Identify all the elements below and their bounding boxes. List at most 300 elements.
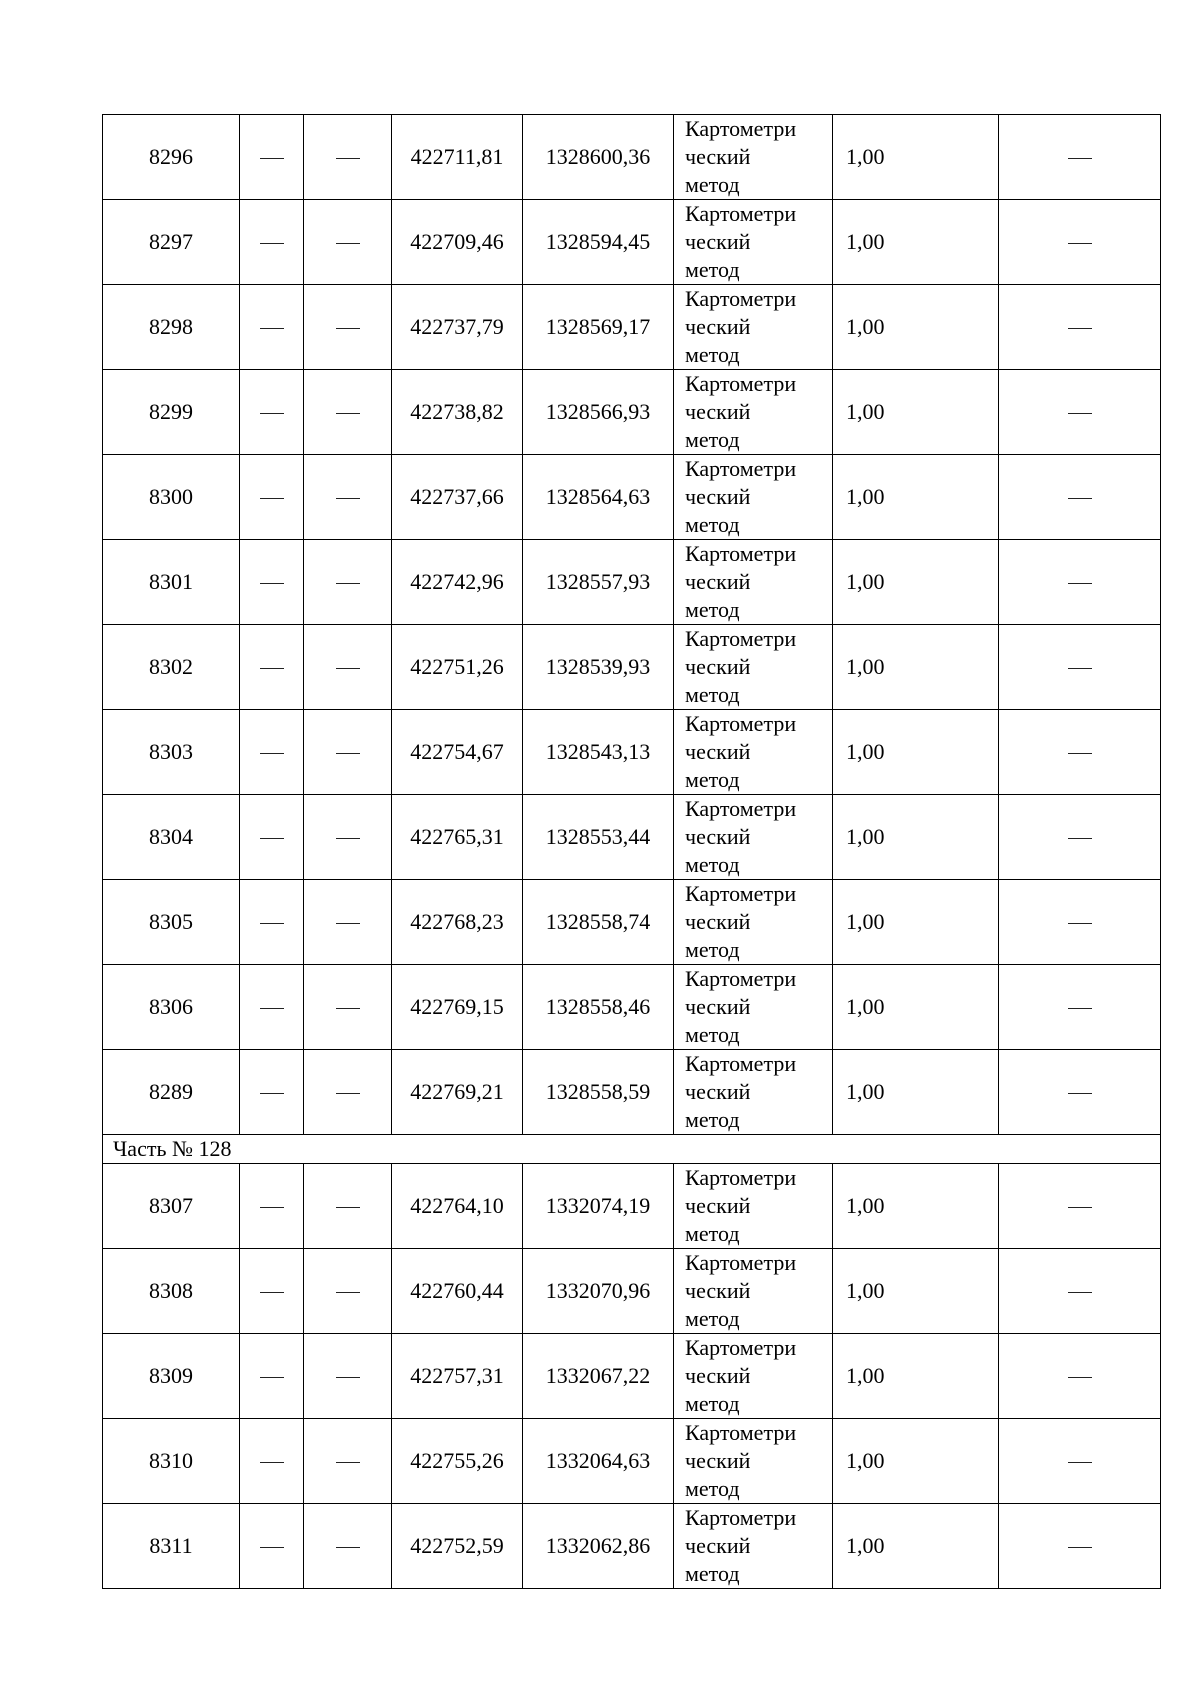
table-row — [103, 880, 1161, 965]
empty-col-last — [999, 1334, 1161, 1419]
coordinate-x: 422737,66 — [392, 455, 523, 540]
point-number: 8311 — [103, 1504, 240, 1589]
coordinate-y: 1328543,13 — [523, 710, 674, 795]
accuracy: 1,00 — [833, 200, 999, 285]
coordinate-y: 1332070,96 — [523, 1249, 674, 1334]
coordinate-x: 422764,10 — [392, 1164, 523, 1249]
coordinate-x: 422769,15 — [392, 965, 523, 1050]
table-row — [103, 795, 1161, 880]
empty-col-1 — [240, 625, 304, 710]
method-cell — [674, 880, 833, 965]
accuracy: 1,00 — [833, 1164, 999, 1249]
dash-mark — [260, 1462, 284, 1463]
dash-text — [284, 1277, 285, 1278]
dash-text — [1092, 568, 1093, 569]
method-line: метод — [685, 852, 740, 877]
dash-mark — [336, 668, 360, 669]
dash-text — [284, 1078, 285, 1079]
dash-mark — [336, 1093, 360, 1094]
empty-col-2 — [304, 1504, 392, 1589]
dash-mark — [260, 838, 284, 839]
dash-mark — [1068, 328, 1092, 329]
dash-mark — [1068, 923, 1092, 924]
method-line: Картометри — [685, 371, 797, 396]
method-line: ческий — [685, 909, 751, 934]
method-line: Картометри — [685, 1051, 797, 1076]
dash-text — [284, 1192, 285, 1193]
dash-mark — [336, 328, 360, 329]
dash-mark — [260, 1292, 284, 1293]
method-line: ческий — [685, 569, 751, 594]
coordinate-x: 422742,96 — [392, 540, 523, 625]
method-line: метод — [685, 1476, 740, 1501]
table-row — [103, 965, 1161, 1050]
dash-mark — [260, 328, 284, 329]
empty-col-last — [999, 1050, 1161, 1135]
method-cell — [674, 1334, 833, 1419]
point-number: 8289 — [103, 1050, 240, 1135]
dash-mark — [1068, 838, 1092, 839]
method-line: ческий — [685, 654, 751, 679]
dash-text — [1092, 398, 1093, 399]
dash-text — [360, 908, 361, 909]
method-line: ческий — [685, 1079, 751, 1104]
dash-text — [284, 908, 285, 909]
dash-mark — [336, 1547, 360, 1548]
method-line: метод — [685, 937, 740, 962]
empty-col-1 — [240, 795, 304, 880]
coordinate-x: 422768,23 — [392, 880, 523, 965]
dash-text — [360, 1078, 361, 1079]
method-line: Картометри — [685, 1505, 797, 1530]
dash-text — [360, 1192, 361, 1193]
dash-mark — [260, 753, 284, 754]
dash-text — [360, 738, 361, 739]
point-number: 8310 — [103, 1419, 240, 1504]
method-line: метод — [685, 512, 740, 537]
method-line: метод — [685, 767, 740, 792]
coordinate-y: 1328558,46 — [523, 965, 674, 1050]
coordinate-y: 1328600,36 — [523, 115, 674, 200]
dash-text — [360, 823, 361, 824]
dash-mark — [260, 1093, 284, 1094]
method-cell — [674, 200, 833, 285]
dash-mark — [1068, 1207, 1092, 1208]
method-line: Картометри — [685, 201, 797, 226]
table-row — [103, 625, 1161, 710]
point-number: 8308 — [103, 1249, 240, 1334]
dash-mark — [1068, 1008, 1092, 1009]
dash-text — [284, 738, 285, 739]
empty-col-1 — [240, 710, 304, 795]
method-line: метод — [685, 682, 740, 707]
dash-text — [1092, 738, 1093, 739]
empty-col-2 — [304, 200, 392, 285]
dash-text — [1092, 228, 1093, 229]
method-line: Картометри — [685, 541, 797, 566]
empty-col-last — [999, 1249, 1161, 1334]
dash-text — [284, 1532, 285, 1533]
method-line: Картометри — [685, 626, 797, 651]
dash-text — [284, 1447, 285, 1448]
coordinates-table — [102, 114, 1161, 1589]
empty-col-2 — [304, 540, 392, 625]
method-line: метод — [685, 1561, 740, 1586]
accuracy: 1,00 — [833, 1050, 999, 1135]
empty-col-last — [999, 880, 1161, 965]
dash-text — [284, 653, 285, 654]
dash-mark — [260, 1547, 284, 1548]
empty-col-1 — [240, 540, 304, 625]
dash-mark — [1068, 583, 1092, 584]
dash-mark — [1068, 753, 1092, 754]
point-number: 8307 — [103, 1164, 240, 1249]
coordinate-y: 1328564,63 — [523, 455, 674, 540]
method-line: ческий — [685, 1363, 751, 1388]
coordinate-y: 1328594,45 — [523, 200, 674, 285]
dash-mark — [260, 158, 284, 159]
method-line: ческий — [685, 1448, 751, 1473]
point-number: 8305 — [103, 880, 240, 965]
point-number: 8306 — [103, 965, 240, 1050]
empty-col-2 — [304, 1334, 392, 1419]
empty-col-last — [999, 200, 1161, 285]
dash-mark — [1068, 1093, 1092, 1094]
dash-mark — [1068, 158, 1092, 159]
method-cell — [674, 965, 833, 1050]
empty-col-last — [999, 455, 1161, 540]
dash-text — [284, 568, 285, 569]
empty-col-2 — [304, 965, 392, 1050]
dash-text — [1092, 1447, 1093, 1448]
dash-text — [284, 823, 285, 824]
empty-col-1 — [240, 965, 304, 1050]
table-row — [103, 285, 1161, 370]
dash-text — [1092, 993, 1093, 994]
table-row — [103, 200, 1161, 285]
empty-col-last — [999, 1504, 1161, 1589]
dash-mark — [336, 923, 360, 924]
table-row — [103, 710, 1161, 795]
coordinate-x: 422754,67 — [392, 710, 523, 795]
dash-mark — [336, 1462, 360, 1463]
empty-col-2 — [304, 1164, 392, 1249]
method-line: ческий — [685, 1278, 751, 1303]
dash-text — [284, 483, 285, 484]
dash-text — [360, 1362, 361, 1363]
section-row — [103, 1135, 1161, 1164]
point-number: 8302 — [103, 625, 240, 710]
dash-text — [1092, 1078, 1093, 1079]
method-line: Картометри — [685, 1250, 797, 1275]
empty-col-2 — [304, 370, 392, 455]
empty-col-2 — [304, 710, 392, 795]
dash-text — [360, 483, 361, 484]
method-line: метод — [685, 257, 740, 282]
dash-text — [1092, 1532, 1093, 1533]
empty-col-last — [999, 965, 1161, 1050]
empty-col-last — [999, 370, 1161, 455]
empty-col-1 — [240, 200, 304, 285]
table-row — [103, 540, 1161, 625]
empty-col-1 — [240, 1164, 304, 1249]
dash-text — [360, 143, 361, 144]
dash-mark — [260, 668, 284, 669]
dash-mark — [1068, 413, 1092, 414]
method-line: ческий — [685, 314, 751, 339]
dash-mark — [336, 1292, 360, 1293]
method-cell — [674, 1164, 833, 1249]
method-cell — [674, 285, 833, 370]
method-cell — [674, 1504, 833, 1589]
empty-col-last — [999, 1164, 1161, 1249]
dash-text — [1092, 483, 1093, 484]
point-number: 8303 — [103, 710, 240, 795]
dash-mark — [260, 923, 284, 924]
method-cell — [674, 710, 833, 795]
empty-col-last — [999, 285, 1161, 370]
coordinate-y: 1332062,86 — [523, 1504, 674, 1589]
method-line: ческий — [685, 229, 751, 254]
dash-text — [360, 1532, 361, 1533]
empty-col-last — [999, 1419, 1161, 1504]
dash-mark — [336, 753, 360, 754]
coordinate-y: 1328539,93 — [523, 625, 674, 710]
accuracy: 1,00 — [833, 1249, 999, 1334]
dash-text — [360, 993, 361, 994]
method-line: ческий — [685, 484, 751, 509]
dash-text — [360, 568, 361, 569]
method-cell — [674, 455, 833, 540]
coordinate-x: 422711,81 — [392, 115, 523, 200]
dash-text — [360, 228, 361, 229]
dash-mark — [260, 413, 284, 414]
empty-col-1 — [240, 370, 304, 455]
point-number: 8300 — [103, 455, 240, 540]
method-line: ческий — [685, 1533, 751, 1558]
method-cell — [674, 625, 833, 710]
point-number: 8296 — [103, 115, 240, 200]
method-cell — [674, 115, 833, 200]
accuracy: 1,00 — [833, 1334, 999, 1419]
method-cell — [674, 370, 833, 455]
coordinate-y: 1328557,93 — [523, 540, 674, 625]
empty-col-2 — [304, 285, 392, 370]
dash-text — [1092, 908, 1093, 909]
empty-col-1 — [240, 1419, 304, 1504]
dash-mark — [1068, 1462, 1092, 1463]
dash-text — [1092, 1362, 1093, 1363]
dash-text — [1092, 1277, 1093, 1278]
accuracy: 1,00 — [833, 1504, 999, 1589]
dash-mark — [260, 498, 284, 499]
empty-col-last — [999, 115, 1161, 200]
accuracy: 1,00 — [833, 285, 999, 370]
table-row — [103, 455, 1161, 540]
empty-col-1 — [240, 1249, 304, 1334]
dash-text — [284, 228, 285, 229]
accuracy: 1,00 — [833, 1419, 999, 1504]
coordinate-x: 422765,31 — [392, 795, 523, 880]
dash-mark — [336, 583, 360, 584]
coordinate-y: 1328558,74 — [523, 880, 674, 965]
dash-mark — [260, 583, 284, 584]
dash-mark — [1068, 498, 1092, 499]
dash-mark — [260, 243, 284, 244]
point-number: 8301 — [103, 540, 240, 625]
coordinate-x: 422757,31 — [392, 1334, 523, 1419]
method-line: Картометри — [685, 796, 797, 821]
dash-mark — [1068, 243, 1092, 244]
empty-col-1 — [240, 455, 304, 540]
table-row — [103, 1249, 1161, 1334]
method-line: ческий — [685, 739, 751, 764]
table-row — [103, 1419, 1161, 1504]
coordinate-x: 422751,26 — [392, 625, 523, 710]
empty-col-2 — [304, 455, 392, 540]
empty-col-2 — [304, 880, 392, 965]
coordinate-x: 422738,82 — [392, 370, 523, 455]
dash-mark — [1068, 1547, 1092, 1548]
accuracy: 1,00 — [833, 795, 999, 880]
dash-text — [284, 398, 285, 399]
method-line: Картометри — [685, 456, 797, 481]
table-row — [103, 370, 1161, 455]
method-line: Картометри — [685, 1335, 797, 1360]
method-line: метод — [685, 172, 740, 197]
table-row — [103, 1504, 1161, 1589]
dash-text — [1092, 823, 1093, 824]
empty-col-last — [999, 795, 1161, 880]
dash-mark — [336, 1207, 360, 1208]
coordinate-y: 1332064,63 — [523, 1419, 674, 1504]
method-cell — [674, 1419, 833, 1504]
dash-mark — [1068, 1377, 1092, 1378]
method-cell — [674, 540, 833, 625]
empty-col-1 — [240, 115, 304, 200]
method-line: Картометри — [685, 711, 797, 736]
dash-text — [284, 313, 285, 314]
coordinate-x: 422755,26 — [392, 1419, 523, 1504]
empty-col-2 — [304, 625, 392, 710]
coordinate-y: 1328569,17 — [523, 285, 674, 370]
dash-text — [360, 1277, 361, 1278]
method-line: метод — [685, 342, 740, 367]
dash-text — [360, 398, 361, 399]
empty-col-2 — [304, 1419, 392, 1504]
dash-mark — [336, 243, 360, 244]
dash-text — [360, 653, 361, 654]
method-line: Картометри — [685, 1420, 797, 1445]
dash-text — [1092, 313, 1093, 314]
empty-col-1 — [240, 880, 304, 965]
method-line: метод — [685, 1391, 740, 1416]
dash-mark — [336, 413, 360, 414]
dash-mark — [1068, 668, 1092, 669]
empty-col-2 — [304, 1249, 392, 1334]
dash-text — [360, 1447, 361, 1448]
method-cell — [674, 795, 833, 880]
dash-mark — [260, 1377, 284, 1378]
coordinate-y: 1328558,59 — [523, 1050, 674, 1135]
empty-col-1 — [240, 1050, 304, 1135]
accuracy: 1,00 — [833, 965, 999, 1050]
method-cell — [674, 1050, 833, 1135]
point-number: 8298 — [103, 285, 240, 370]
dash-mark — [336, 158, 360, 159]
empty-col-last — [999, 625, 1161, 710]
coordinate-x: 422769,21 — [392, 1050, 523, 1135]
accuracy: 1,00 — [833, 115, 999, 200]
method-line: Картометри — [685, 881, 797, 906]
method-line: ческий — [685, 824, 751, 849]
point-number: 8299 — [103, 370, 240, 455]
method-line: Картометри — [685, 966, 797, 991]
empty-col-2 — [304, 115, 392, 200]
empty-col-1 — [240, 1504, 304, 1589]
method-line: Картометри — [685, 1165, 797, 1190]
accuracy: 1,00 — [833, 455, 999, 540]
method-line: Картометри — [685, 286, 797, 311]
method-line: метод — [685, 1107, 740, 1132]
dash-mark — [336, 838, 360, 839]
method-line: метод — [685, 1022, 740, 1047]
empty-col-2 — [304, 795, 392, 880]
dash-mark — [260, 1008, 284, 1009]
method-line: метод — [685, 1221, 740, 1246]
dash-mark — [336, 1377, 360, 1378]
dash-mark — [260, 1207, 284, 1208]
coordinate-y: 1328566,93 — [523, 370, 674, 455]
dash-text — [1092, 143, 1093, 144]
accuracy: 1,00 — [833, 710, 999, 795]
table-body — [103, 115, 1161, 1589]
empty-col-last — [999, 710, 1161, 795]
accuracy: 1,00 — [833, 370, 999, 455]
accuracy: 1,00 — [833, 540, 999, 625]
method-line: метод — [685, 597, 740, 622]
empty-col-1 — [240, 1334, 304, 1419]
method-line: метод — [685, 427, 740, 452]
method-line: ческий — [685, 1193, 751, 1218]
coordinate-x: 422752,59 — [392, 1504, 523, 1589]
empty-col-last — [999, 540, 1161, 625]
dash-text — [284, 143, 285, 144]
table-row — [103, 1050, 1161, 1135]
dash-text — [1092, 1192, 1093, 1193]
coordinate-x: 422737,79 — [392, 285, 523, 370]
dash-text — [360, 313, 361, 314]
accuracy: 1,00 — [833, 625, 999, 710]
coordinate-y: 1332074,19 — [523, 1164, 674, 1249]
coordinate-x: 422709,46 — [392, 200, 523, 285]
dash-mark — [336, 1008, 360, 1009]
accuracy: 1,00 — [833, 880, 999, 965]
dash-text — [284, 993, 285, 994]
method-line: метод — [685, 1306, 740, 1331]
point-number: 8309 — [103, 1334, 240, 1419]
method-line: ческий — [685, 399, 751, 424]
method-line: Картометри — [685, 116, 797, 141]
empty-col-1 — [240, 285, 304, 370]
coordinate-y: 1332067,22 — [523, 1334, 674, 1419]
method-cell — [674, 1249, 833, 1334]
point-number: 8297 — [103, 200, 240, 285]
table-row — [103, 115, 1161, 200]
coordinate-x: 422760,44 — [392, 1249, 523, 1334]
method-line: ческий — [685, 994, 751, 1019]
dash-mark — [336, 498, 360, 499]
